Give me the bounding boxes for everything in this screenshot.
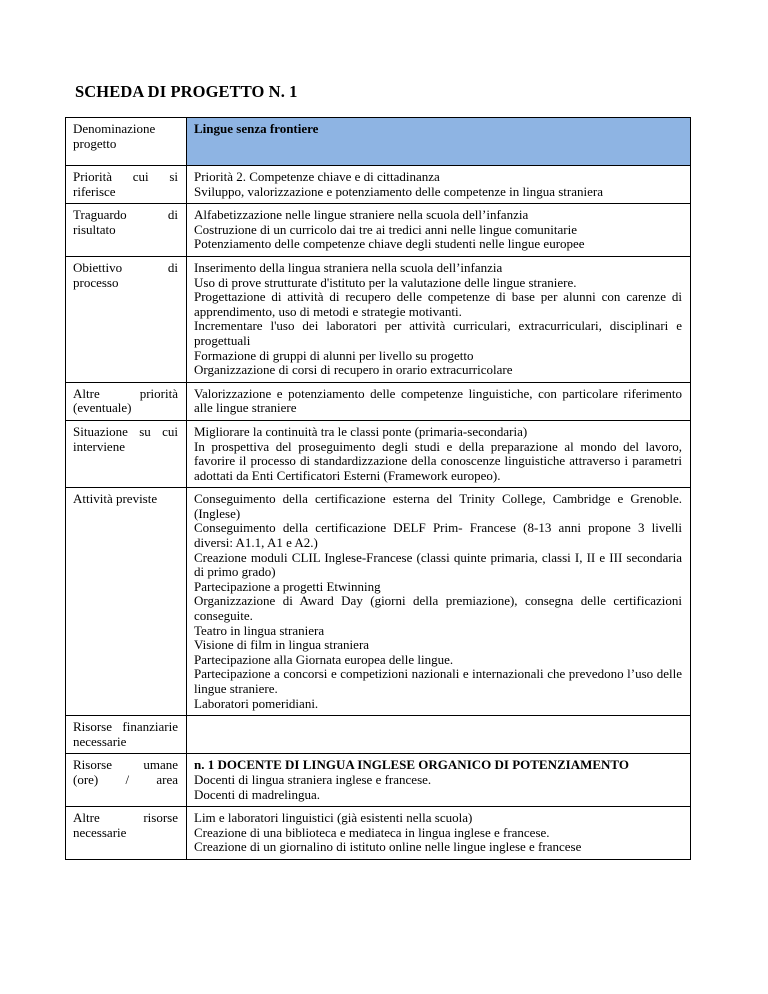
label-obiettivo: Obiettivo di processo [66,256,187,382]
text-line: Laboratori pomeridiani. [194,695,319,711]
value-risorse-finanziarie [187,716,691,754]
text-line: Conseguimento della certificazione DELF Prim- Francese (8-13 anni propone 3 livelli diversi: A1.1, A1 e A2.) [194,520,682,551]
row-risorse-umane [66,754,691,807]
label-denominazione: Denominazione progetto [66,118,187,166]
value-priorita [187,166,691,204]
text-line: Teatro in lingua straniera [194,622,325,638]
label-altre-priorita: Altre priorità (eventuale) [66,382,187,420]
row-attivita [66,488,691,716]
project-table [65,117,691,860]
row-priorita [66,166,691,204]
text-line: n. 1 DOCENTE DI LINGUA INGLESE ORGANICO DI POTENZIAMENTO [194,757,629,773]
text-line: Visione di film in lingua straniera [194,637,370,653]
row-denominazione [66,118,691,166]
text-line: Partecipazione a progetti Etwinning [194,578,381,594]
label-traguardo: Traguardo di risultato [66,204,187,257]
text-line: Creazione di un giornalino di istituto online nelle lingue inglese e francese [194,839,582,855]
label-altre-risorse: Altre risorse necessarie [66,807,187,860]
text-line: Formazione di gruppi di alunni per livello su progetto [194,347,474,363]
row-altre-risorse [66,807,691,860]
project-name: Lingue senza frontiere [187,118,691,166]
text-line: Partecipazione a concorsi e competizioni nazionali e internazionali che prevedono l’uso delle lingue straniere. [194,666,682,696]
text-line: Alfabetizzazione nelle lingue straniere nella scuola dell’infanzia [194,207,529,223]
text-line: Uso di prove strutturate d'istituto per la valutazione delle lingue straniere. [194,274,577,290]
label-situazione: Situazione su cui interviene [66,420,187,487]
row-obiettivo [66,256,691,382]
text-line: Incrementare l'uso dei laboratori per attività curriculari, extracurriculari, disciplinari e progettuali [194,318,682,348]
row-altre-priorita [66,382,691,420]
value-altre-risorse [187,807,691,860]
value-obiettivo [187,256,691,382]
text-line: Priorità 2. Competenze chiave e di cittadinanza [194,169,440,184]
text-line: Lim e laboratori linguistici (già esistenti nella scuola) [194,810,473,826]
row-situazione [66,420,691,487]
label-risorse-finanziarie: Risorse finanziarie necessarie [66,716,187,754]
text-line: Valorizzazione e potenziamento delle competenze linguistiche, con particolare riferimento alle lingue straniere [194,385,682,416]
text-line: In prospettiva del proseguimento degli studi e della preparazione al mondo del lavoro, favorire il processo di standardizzazione della conoscenze linguistiche attraverso i parametri adottati da Enti Certificatori Esterni (Framework europeo). [194,438,682,483]
text-line: Potenziamento delle competenze chiave degli studenti nelle lingue europee [194,236,585,252]
text-line: Conseguimento della certificazione esterna del Trinity College, Cambridge e Grenoble. (Inglese) [194,491,682,521]
text-line: Migliorare la continuità tra le classi ponte (primaria-secondaria) [194,423,528,439]
text-line: Progettazione di attività di recupero delle competenze di base per alunni con carenze di apprendimento, uso di metodi e strategie motivanti. [194,289,682,319]
text-line: Docenti di lingua straniera inglese e francese. [194,771,432,787]
text-line: Costruzione di un curricolo dai tre ai tredici anni nelle lingue comunitarie [194,221,578,237]
label-risorse-umane: Risorse umane (ore) / area [66,754,187,807]
value-risorse-umane [187,754,691,807]
value-altre-priorita [187,382,691,420]
text-line: Creazione di una biblioteca e mediateca in lingua inglese e francese. [194,824,550,840]
text-line: Organizzazione di corsi di recupero in orario extracurricolare [194,362,513,378]
row-traguardo [66,204,691,257]
text-line: Docenti di madrelingua. [194,786,320,802]
value-attivita [187,488,691,716]
row-risorse-finanziarie [66,716,691,754]
text-line: Creazione moduli CLIL Inglese-Francese (classi quinte primaria, classi I, II e III secondaria di primo grado) [194,549,682,580]
value-situazione [187,420,691,487]
label-attivita: Attività previste [66,488,187,716]
value-traguardo [187,204,691,257]
text-line: Partecipazione alla Giornata europea delle lingue. [194,651,454,667]
text-line: Sviluppo, valorizzazione e potenziamento delle competenze in lingua straniera [194,183,603,199]
text-line: Inserimento della lingua straniera nella scuola dell’infanzia [194,259,503,275]
page-title: SCHEDA DI PROGETTO N. 1 [75,82,298,101]
label-priorita: Priorità cui si riferisce [66,166,187,204]
text-line: Organizzazione di Award Day (giorni della premiazione), consegna delle certificazioni conseguite. [194,593,682,624]
